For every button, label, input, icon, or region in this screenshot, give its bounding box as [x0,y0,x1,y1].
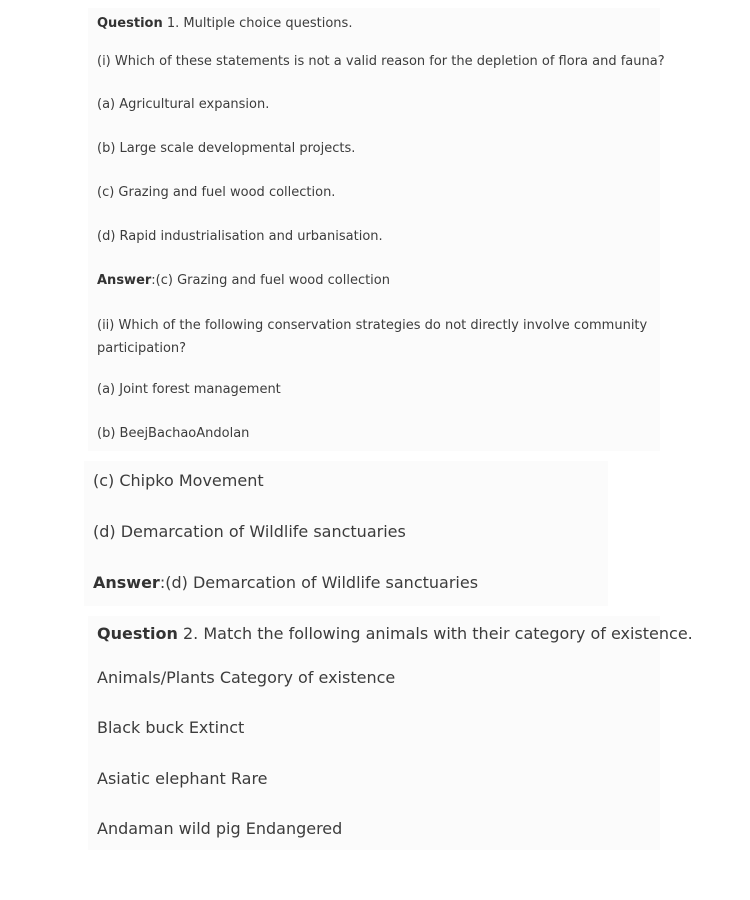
q1-i-option-b: (b) Large scale developmental projects. [97,141,356,156]
q1-i-option-c: (c) Grazing and fuel wood collection. [97,185,336,200]
q1-i-answer-text: :(c) Grazing and fuel wood collection [151,273,390,288]
match-row: Asiatic elephant Rare [97,769,268,788]
q1-ii-answer-label: Answer [93,573,160,592]
q1-ii-answer [93,573,478,592]
question-2-label: Question [97,624,178,643]
q1-i-answer [97,273,390,288]
question-1-part-ii: (ii) Which of the following conservation strategies do not directly involve community participation? [97,318,648,356]
question-1-label: Question [97,16,163,31]
match-row: Black buck Extinct [97,718,245,737]
question-1-part-i: (i) Which of these statements is not a valid reason for the depletion of flora and fauna? [97,54,665,69]
question-1-heading [97,16,352,31]
q1-i-answer-label: Answer [97,273,152,288]
q1-ii-option-a: (a) Joint forest management [97,382,281,397]
match-row: Andaman wild pig Endangered [97,819,343,838]
q1-ii-option-d: (d) Demarcation of Wildlife sanctuaries [93,522,406,541]
match-table-header: Animals/Plants Category of existence [97,668,396,687]
q1-i-option-d: (d) Rapid industrialisation and urbanisation. [97,229,383,244]
q1-ii-answer-text: :(d) Demarcation of Wildlife sanctuaries [159,573,479,592]
question-2-title: 2. Match the following animals with their category of existence. [177,624,693,643]
question-1-title: 1. Multiple choice questions. [162,16,353,31]
question-2-heading [97,624,693,643]
q1-ii-option-c: (c) Chipko Movement [93,471,264,490]
q1-i-option-a: (a) Agricultural expansion. [97,97,270,112]
q1-ii-option-b: (b) BeejBachaoAndolan [97,426,250,441]
